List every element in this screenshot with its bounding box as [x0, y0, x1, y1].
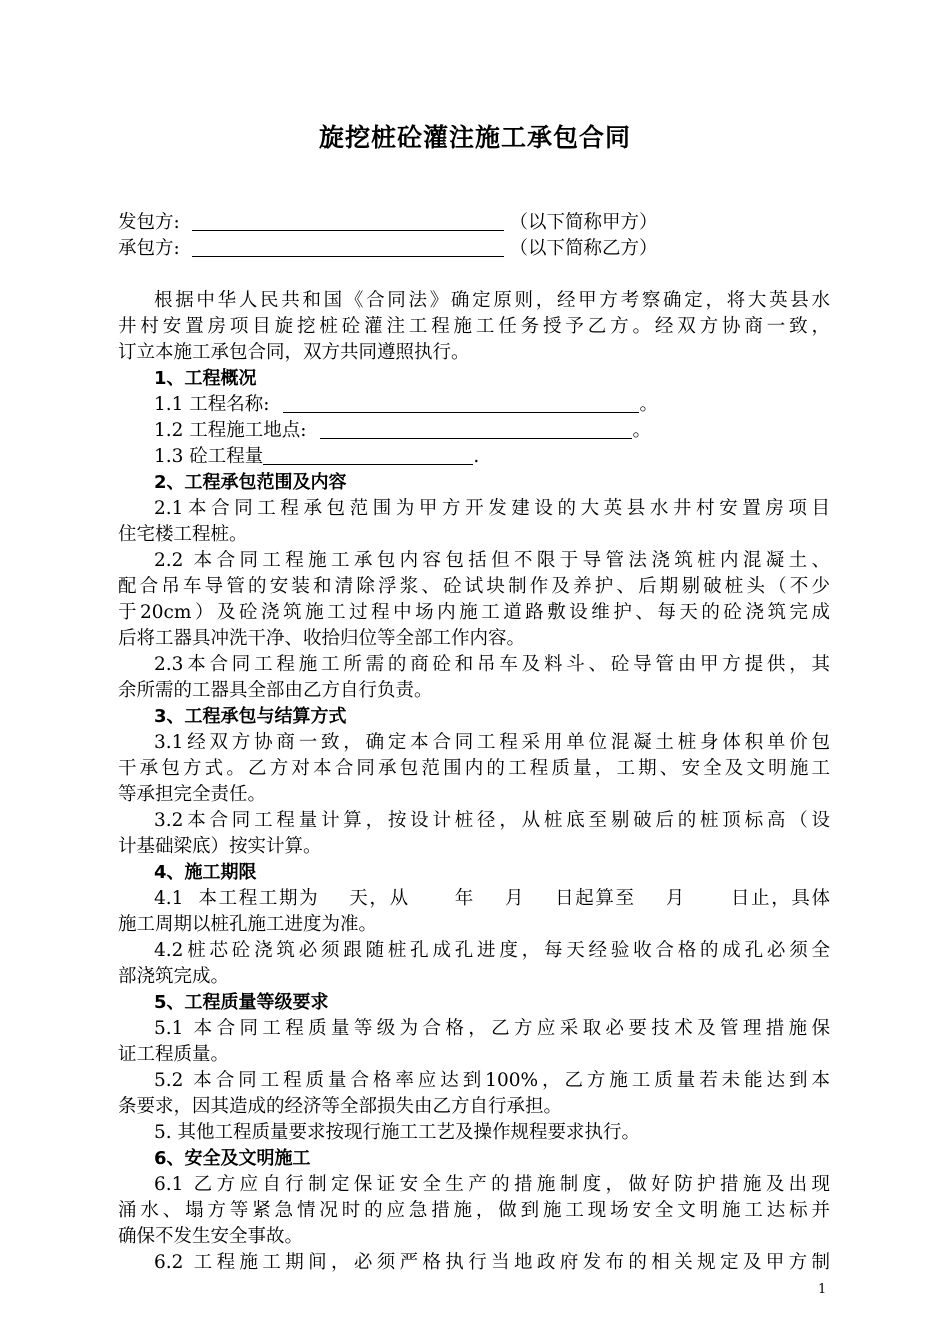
para-line: 于20cm）及砼浇筑施工过程中场内施工道路敷设维护、每天的砼浇筑完成	[118, 602, 830, 623]
para-line: 3.2本合同工程量计算，按设计桩径，从桩底至剔破后的桩顶标高（设	[154, 810, 830, 831]
para-line: 证工程质量。	[118, 1044, 230, 1065]
para-line: 条要求，因其造成的经济等全部损失由乙方自行承担。	[118, 1096, 563, 1117]
para-line: 3.1经双方协商一致，确定本合同工程采用单位混凝土桩身体积单价包	[154, 732, 830, 753]
project-site-label: 1.2 工程施工地点:	[154, 420, 307, 441]
para-line: 施工周期以桩孔施工进度为准。	[118, 914, 378, 935]
project-name-blank	[283, 392, 639, 413]
contract-title: 旋挖桩砼灌注施工承包合同	[318, 123, 631, 152]
page-number: 1	[818, 1282, 827, 1297]
para-line: 5.1 本合同工程质量等级为合格，乙方应采取必要技术及管理措施保	[154, 1018, 830, 1039]
concrete-qty-label: 1.3 砼工程量	[154, 446, 264, 467]
para-line: 2.1本合同工程承包范围为甲方开发建设的大英县水井村安置房项目	[154, 498, 830, 519]
section-1-heading: 1、工程概况	[154, 368, 257, 389]
employer-blank	[192, 210, 504, 231]
employer-label: 发包方:	[118, 212, 180, 233]
project-name-line	[154, 392, 658, 418]
period-mark: 。	[632, 420, 651, 441]
project-site-blank	[320, 418, 632, 439]
employer-note: （以下简称甲方）	[509, 212, 658, 233]
para-line: 5.2 本合同工程质量合格率应达到100%，乙方施工质量若未能达到本	[154, 1070, 830, 1091]
intro-line-1: 根据中华人民共和国《合同法》确定原则，经甲方考察确定，将大英县水	[154, 290, 830, 311]
para-line: 干承包方式。乙方对本合同承包范围内的工程质量，工期、安全及文明施工	[118, 758, 830, 779]
section-5-heading: 5、工程质量等级要求	[154, 992, 329, 1013]
contractor-note: （以下简称乙方）	[509, 238, 658, 259]
contractor-line	[118, 236, 658, 262]
intro-line-2: 井村安置房项目旋挖桩砼灌注工程施工任务授予乙方。经双方协商一致，	[118, 316, 830, 337]
section-6-heading: 6、安全及文明施工	[154, 1148, 311, 1169]
para-line: 5. 其他工程质量要求按现行施工工艺及操作规程要求执行。	[154, 1122, 641, 1143]
concrete-qty-blank	[263, 444, 473, 465]
project-name-label: 1.1 工程名称:	[154, 394, 270, 415]
para-line: 住宅楼工程桩。	[118, 524, 248, 545]
section-3-heading: 3、工程承包与结算方式	[154, 706, 347, 727]
intro-line-3: 订立本施工承包合同，双方共同遵照执行。	[118, 342, 470, 363]
para-line: 6.1 乙方应自行制定保证安全生产的措施制度，做好防护措施及出现	[154, 1174, 830, 1195]
para-line: 2.2 本合同工程施工承包内容包括但不限于导管法浇筑桩内混凝土、	[154, 550, 830, 571]
para-line: 4.1 本工程工期为 天，从 年 月 日起算至 月 日止，具体	[154, 888, 830, 909]
concrete-qty-line	[154, 444, 479, 470]
para-line: 6.2 工程施工期间，必须严格执行当地政府发布的相关规定及甲方制	[154, 1252, 830, 1273]
project-site-line	[154, 418, 651, 444]
para-line: 余所需的工器具全部由乙方自行负责。	[118, 680, 433, 701]
para-line: 等承担完全责任。	[118, 784, 267, 805]
employer-line	[118, 210, 658, 236]
para-line: 后将工器具冲洗干净、收拾归位等全部工作内容。	[118, 628, 526, 649]
para-line: 部浇筑完成。	[118, 966, 230, 987]
para-line: 计基础梁底）按实计算。	[118, 836, 322, 857]
section-2-heading: 2、工程承包范围及内容	[154, 472, 347, 493]
para-line: 4.2桩芯砼浇筑必须跟随桩孔成孔进度，每天经验收合格的成孔必须全	[154, 940, 830, 961]
para-line: 确保不发生安全事故。	[118, 1226, 304, 1247]
contractor-blank	[192, 236, 504, 257]
section-4-heading: 4、施工期限	[154, 862, 257, 883]
para-line: 2.3本合同工程施工所需的商砼和吊车及料斗、砼导管由甲方提供，其	[154, 654, 830, 675]
contractor-label: 承包方:	[118, 238, 180, 259]
period-mark: 。	[639, 394, 658, 415]
dot-mark: .	[473, 446, 480, 467]
para-line: 配合吊车导管的安装和清除浮浆、砼试块制作及养护、后期剔破桩头（不少	[118, 576, 830, 597]
para-line: 涌水、塌方等紧急情况时的应急措施，做到施工现场安全文明施工达标并	[118, 1200, 830, 1221]
